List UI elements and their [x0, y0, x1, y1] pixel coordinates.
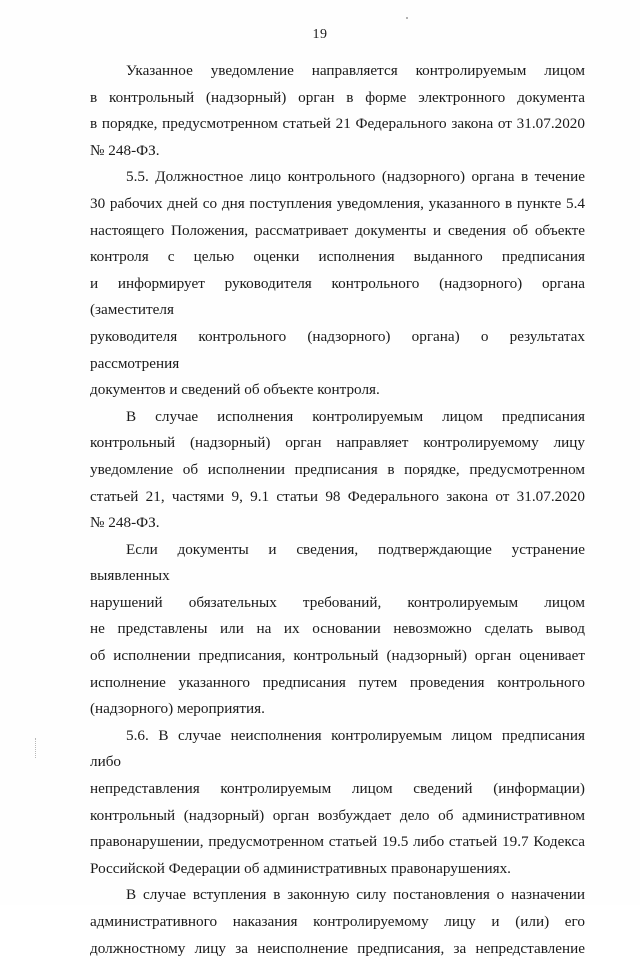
- paragraph-line: непредставления контролируемым лицом сведений (информации): [90, 780, 585, 798]
- paragraph-line: Российской Федерации об административных правонарушениях.: [90, 859, 511, 877]
- paragraph-line: настоящего Положения, рассматривает документы и сведения об объекте: [90, 221, 585, 239]
- paragraph-line: № 248-ФЗ.: [90, 514, 160, 532]
- paragraph-line: исполнение указанного предписания путем проведения контрольного: [90, 673, 585, 691]
- paragraph-line: документов и сведений об объекте контроля.: [90, 381, 380, 399]
- paragraph-line: 5.6. В случае неисполнения контролируемым лицом предписания либо: [90, 726, 585, 771]
- paragraph-notice-sending: [90, 58, 585, 164]
- paragraph-line: административного наказания контролируемому лицу и (или) его: [90, 913, 585, 930]
- page-number: 19: [312, 27, 328, 42]
- paragraph-line: (надзорного) мероприятия.: [90, 700, 265, 718]
- paragraph-line: контрольный (надзорный) орган возбуждает дело об административном: [90, 806, 585, 824]
- paragraph-5-5: [90, 164, 585, 403]
- paragraph-line: в контрольный (надзорный) орган в форме электронного документа: [90, 88, 585, 106]
- paragraph-line: должностному лицу за неисполнение предписания, за непредставление: [90, 939, 585, 957]
- paragraph-5-6: [90, 723, 585, 883]
- scan-margin-mark: [35, 738, 37, 758]
- scan-speck: [406, 17, 408, 19]
- paragraph-line: нарушений обязательных требований, контролируемым лицом: [90, 593, 585, 611]
- paragraph-line: Если документы и сведения, подтверждающие устранение выявленных: [90, 540, 585, 585]
- paragraph-line: статьей 21, частями 9, 9.1 статьи 98 Федерального закона от 31.07.2020: [90, 487, 585, 505]
- paragraph-line: 5.5. Должностное лицо контрольного (надзорного) органа в течение: [126, 168, 585, 186]
- paragraph-line: в порядке, предусмотренном статьей 21 Федерального закона от 31.07.2020: [90, 115, 585, 133]
- paragraph-line: В случае исполнения контролируемым лицом предписания: [126, 407, 585, 425]
- paragraph-line: Указанное уведомление направляется контролируемым лицом: [126, 62, 585, 79]
- paragraph-documents-not-submitted: [90, 537, 585, 723]
- paragraph-line: № 248-ФЗ.: [90, 141, 160, 159]
- paragraph-line: руководителя контрольного (надзорного) органа) о результатах рассмотрения: [90, 327, 585, 372]
- document-body: [90, 58, 585, 962]
- paragraph-line: уведомление об исполнении предписания в порядке, предусмотренном: [90, 460, 585, 478]
- paragraph-line: 30 рабочих дней со дня поступления уведомления, указанного в пункте 5.4: [90, 194, 585, 212]
- paragraph-line: контроля с целью оценки исполнения выданного предписания: [90, 248, 585, 266]
- paragraph-penalty-decision: [90, 882, 585, 962]
- paragraph-line: правонарушении, предусмотренном статьей 19.5 либо статьей 19.7 Кодекса: [90, 833, 585, 851]
- paragraph-line: об исполнении предписания, контрольный (надзорный) орган оценивает: [90, 647, 585, 665]
- paragraph-line: В случае вступления в законную силу постановления о назначении: [126, 886, 585, 904]
- paragraph-line: контрольный (надзорный) орган направляет контролируемому лицу: [90, 434, 585, 452]
- paragraph-execution-notice: [90, 404, 585, 537]
- paragraph-line: и информирует руководителя контрольного (надзорного) органа (заместителя: [90, 274, 585, 319]
- paragraph-line: не представлены или на их основании невозможно сделать вывод: [90, 620, 585, 638]
